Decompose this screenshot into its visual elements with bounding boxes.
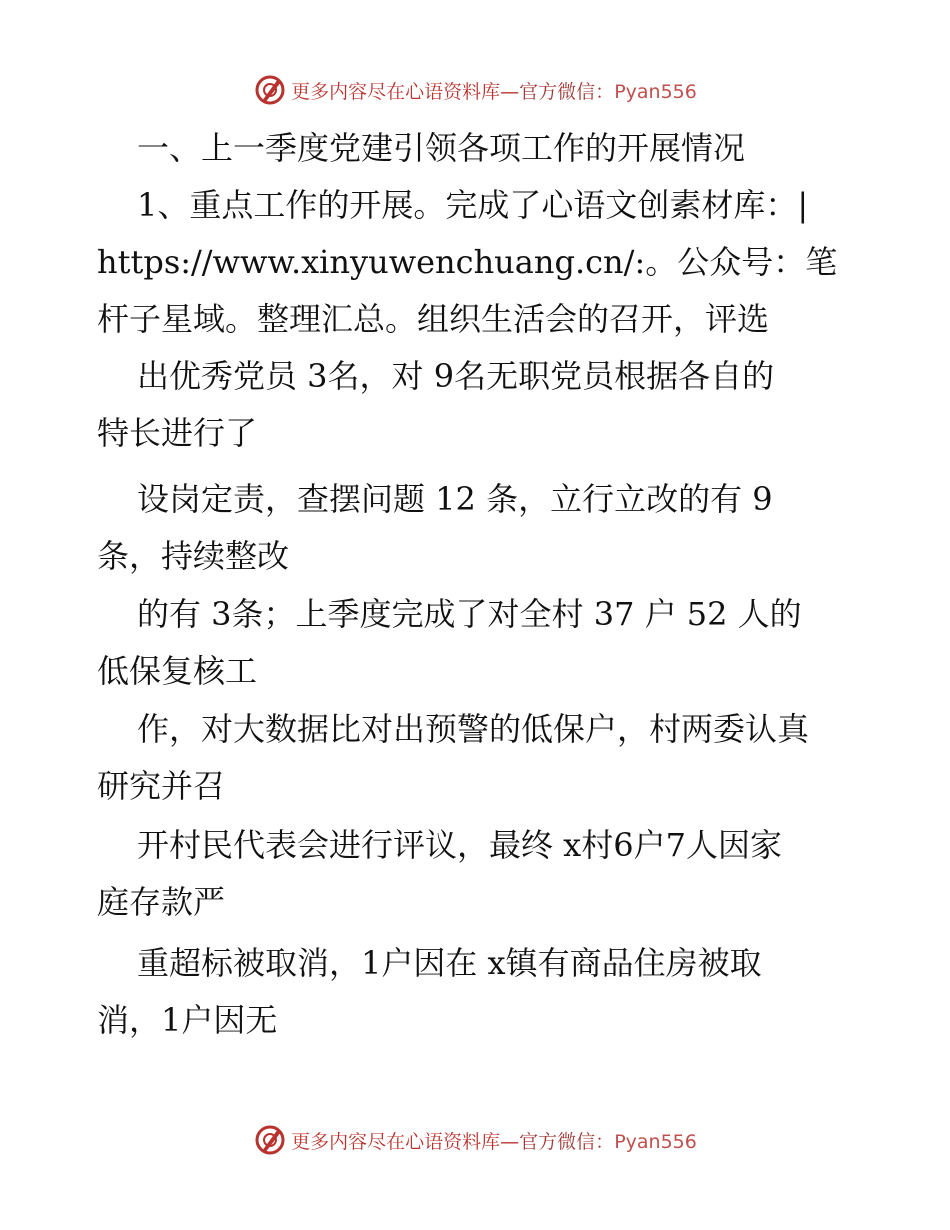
text-line: 1、重点工作的开展。完成了心语文创素材库：| — [137, 186, 809, 224]
banner-wechat-label: 官方微信： — [519, 1130, 615, 1153]
banner-wechat-id: Pyan556 — [614, 80, 697, 103]
text-line: 特长进行了 — [97, 414, 258, 452]
banner-dash: — — [500, 80, 520, 103]
banner-wechat-label: 官方微信： — [519, 80, 615, 103]
text-line: 杆子星域。整理汇总。组织生活会的召开，评选 — [97, 300, 770, 338]
banner-wechat-id: Pyan556 — [614, 1130, 697, 1153]
text-line: 消，1户因无 — [97, 1001, 278, 1039]
text-line: 条，持续整改 — [97, 537, 290, 575]
text-line: 庭存款严 — [97, 883, 226, 921]
text-line: 重超标被取消，1户因在 x镇有商品住房被取 — [137, 944, 762, 982]
text-line: 作，对大数据比对出预警的低保户，村两委认真 — [137, 710, 810, 748]
banner-site: 更多内容尽在心语资料库 — [291, 1130, 501, 1153]
text-line: https://www.xinyuwenchuang.cn/:。公众号：笔 — [97, 243, 838, 281]
pen-logo-icon — [253, 73, 287, 107]
text-line: 研究并召 — [97, 767, 226, 805]
text-line: 开村民代表会进行评议，最终 x村6户7人因家 — [137, 826, 782, 864]
banner-site: 更多内容尽在心语资料库 — [291, 80, 501, 103]
banner-text — [291, 1127, 697, 1154]
pen-logo-icon — [253, 1123, 287, 1157]
banner-dash: — — [500, 1130, 520, 1153]
header-banner — [0, 70, 950, 110]
banner-text — [291, 77, 697, 104]
footer-banner — [0, 1120, 950, 1160]
text-line: 的有 3条；上季度完成了对全村 37 户 52 人的 — [137, 595, 802, 633]
text-line: 设岗定责，查摆问题 12 条，立行立改的有 9 — [137, 480, 773, 518]
section-heading: 一、上一季度党建引领各项工作的开展情况 — [137, 129, 746, 167]
text-line: 低保复核工 — [97, 652, 258, 690]
text-line: 出优秀党员 3名，对 9名无职党员根据各自的 — [137, 357, 775, 395]
